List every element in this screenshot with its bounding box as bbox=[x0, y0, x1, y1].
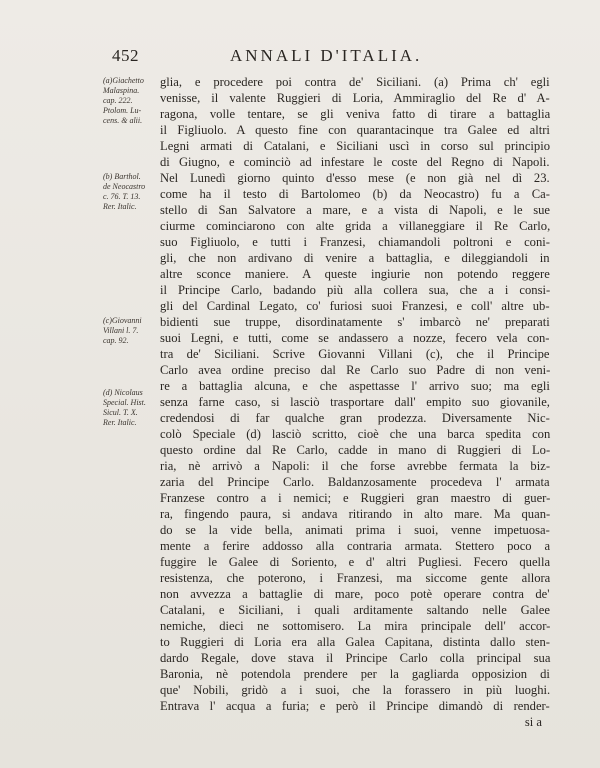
text-line: ria, nè arrivò a Napoli: il che forse avrebbe fermata la biz- bbox=[160, 459, 551, 473]
margin-note-line: Ptolom. Lu- bbox=[103, 106, 142, 115]
text-line: suoi Legni, e tutti, come se andassero a nozze, fecero vela con- bbox=[160, 331, 550, 345]
text-line: do se la vide bella, animati prima i suoi, venne impetuosa- bbox=[160, 523, 550, 537]
text-line: Franzese contro a i nemici; e Ruggieri gran maestro di guer- bbox=[160, 491, 551, 505]
margin-note-b bbox=[103, 172, 157, 212]
text-line: gli, che non ardivano di venire a battaglia, e dileggiandoli in bbox=[160, 251, 550, 265]
margin-note-line: (a)Giachetto bbox=[103, 76, 144, 85]
margin-note-line: Sicul. T. X. bbox=[103, 408, 138, 417]
text-line: bidienti sue truppe, disordinatamente s' imbarcò ne' preparati bbox=[160, 315, 550, 329]
text-line: re a battaglia alcuna, e che aspettasse l' arrivo suo; ma egli bbox=[160, 379, 550, 393]
margin-note-line: Special. Hist. bbox=[103, 398, 146, 407]
text-line: come ha il testo di Bartolomeo (b) da Neocastro) fu a Ca- bbox=[160, 187, 550, 201]
text-line: dardo Regale, dove stava il Principe Carlo colla principal sua bbox=[160, 651, 551, 665]
margin-note-line: Rer. Italic. bbox=[103, 418, 137, 427]
text-line: il Principe Carlo, badando più alla collera sua, che a i consi- bbox=[160, 283, 551, 297]
text-line: Nel Lunedì giorno quinto d'esso mese (e non già nel dì 23. bbox=[160, 171, 550, 185]
text-line: zaria del Principe Carlo. Baldanzosamente procedeva l' armata bbox=[160, 475, 550, 489]
page-header bbox=[112, 46, 472, 68]
text-line: di Giugno, e cominciò ad infestare le coste del Regno di Napoli. bbox=[160, 155, 550, 169]
margin-note-a bbox=[103, 76, 157, 126]
text-line: glia, e procedere poi contra de' Siciliani. (a) Prima ch' egli bbox=[160, 75, 550, 89]
text-line: credendosi di far qualche gran prodezza. Diversamente Nic- bbox=[160, 411, 550, 425]
text-line: questo ordine dal Re Carlo, cadde in mano di Ruggieri di Lo- bbox=[160, 443, 551, 457]
page-number: 452 bbox=[112, 46, 139, 65]
margin-note-line: cap. 92. bbox=[103, 336, 129, 345]
text-line: Baronia, nè potendola prendere per la gagliarda opposizion di bbox=[160, 667, 550, 681]
margin-note-line: c. 76. T. 13. bbox=[103, 192, 141, 201]
margin-note-line: Villani l. 7. bbox=[103, 326, 139, 335]
text-line: Carlo avea ordine preciso dal Re Carlo suo Padre di non veni- bbox=[160, 363, 551, 377]
margin-note-line: cens. & alii. bbox=[103, 116, 143, 125]
catchword: si a bbox=[524, 715, 542, 729]
text-line: ragona, volle tentare, se gli veniva fatto di tirare a battaglia bbox=[160, 107, 551, 121]
text-line: suo Figliuolo, e tutti i Franzesi, chiamandoli poltroni e coni- bbox=[160, 235, 550, 249]
text-line: gli del Cardinal Legato, co' furiosi suoi Franzesi, e coll' altre ub- bbox=[160, 299, 550, 313]
margin-note-line: (c)Giovanni bbox=[103, 316, 142, 325]
text-line: nemiche, dieci ne sottomisero. La mira principale dell' accor- bbox=[160, 619, 551, 633]
running-title: ANNALI D'ITALIA. bbox=[230, 46, 423, 65]
text-line: tra de' Siciliani. Scrive Giovanni Villani (c), che il Principe bbox=[160, 347, 550, 361]
text-line: Catalani, e Siciliani, i quali arditamente saltando nelle Galee bbox=[160, 603, 550, 617]
margin-note-line: Malaspina. bbox=[103, 86, 140, 95]
text-line: altre sconce maniere. A queste ingiurie non potendo reggere bbox=[160, 267, 550, 281]
text-line: il Figliuolo. A questo fine con quarantacinque tra Galee ed altri bbox=[160, 123, 550, 137]
margin-note-line: cap. 222. bbox=[103, 96, 133, 105]
text-line: venisse, il valente Ruggieri di Loria, Ammiraglio del Re d' A- bbox=[160, 91, 550, 105]
margin-note-line: (b) Barthol. bbox=[103, 172, 141, 181]
text-line: non avvezza a battaglie di mare, poco potè operare contra de' bbox=[160, 587, 550, 601]
margin-note-line: Rer. Italic. bbox=[103, 202, 137, 211]
text-line: ra, fingendo paura, si andava ritirando in alto mare. Ma quan- bbox=[160, 507, 551, 521]
text-line: fuggire le Galee di Soriento, e d' altri Pugliesi. Fecero quella bbox=[160, 555, 551, 569]
margin-note-c bbox=[103, 316, 157, 346]
text-line: Entrava l' acqua a furia; e però il Principe dimandò di render- bbox=[160, 699, 550, 713]
text-line: mente a ferire addosso alla contraria armata. Stettero poco a bbox=[160, 539, 551, 553]
text-line: que' Nobili, gridò a i suoi, che la forassero in più luoghi. bbox=[160, 683, 551, 697]
margin-note-line: (d) Nicolaus bbox=[103, 388, 143, 397]
text-line: colò Speciale (d) lasciò scritto, cioè che una barca spedita con bbox=[160, 427, 551, 441]
text-line: ciurme cominciarono con alte grida a villaneggiare il Re Carlo, bbox=[160, 219, 551, 233]
text-line: to Ruggieri di Loria era alla Galea Capitana, distinta dallo sten- bbox=[160, 635, 550, 649]
margin-note-d bbox=[103, 388, 157, 428]
margin-note-line: de Neocastro bbox=[103, 182, 146, 191]
text-line: stello di San Salvatore a mare, e a vista di Napoli, e le sue bbox=[160, 203, 551, 217]
text-line: senza farne caso, si lasciò trasportare dall' empito suo giovanile, bbox=[160, 395, 550, 409]
text-line: resistenza, che poterono, i Franzesi, ma siccome gente allora bbox=[160, 571, 551, 585]
text-line: Legni armati di Catalani, e Siciliani uscì in corso sul principio bbox=[160, 139, 551, 153]
body-text bbox=[160, 74, 550, 730]
